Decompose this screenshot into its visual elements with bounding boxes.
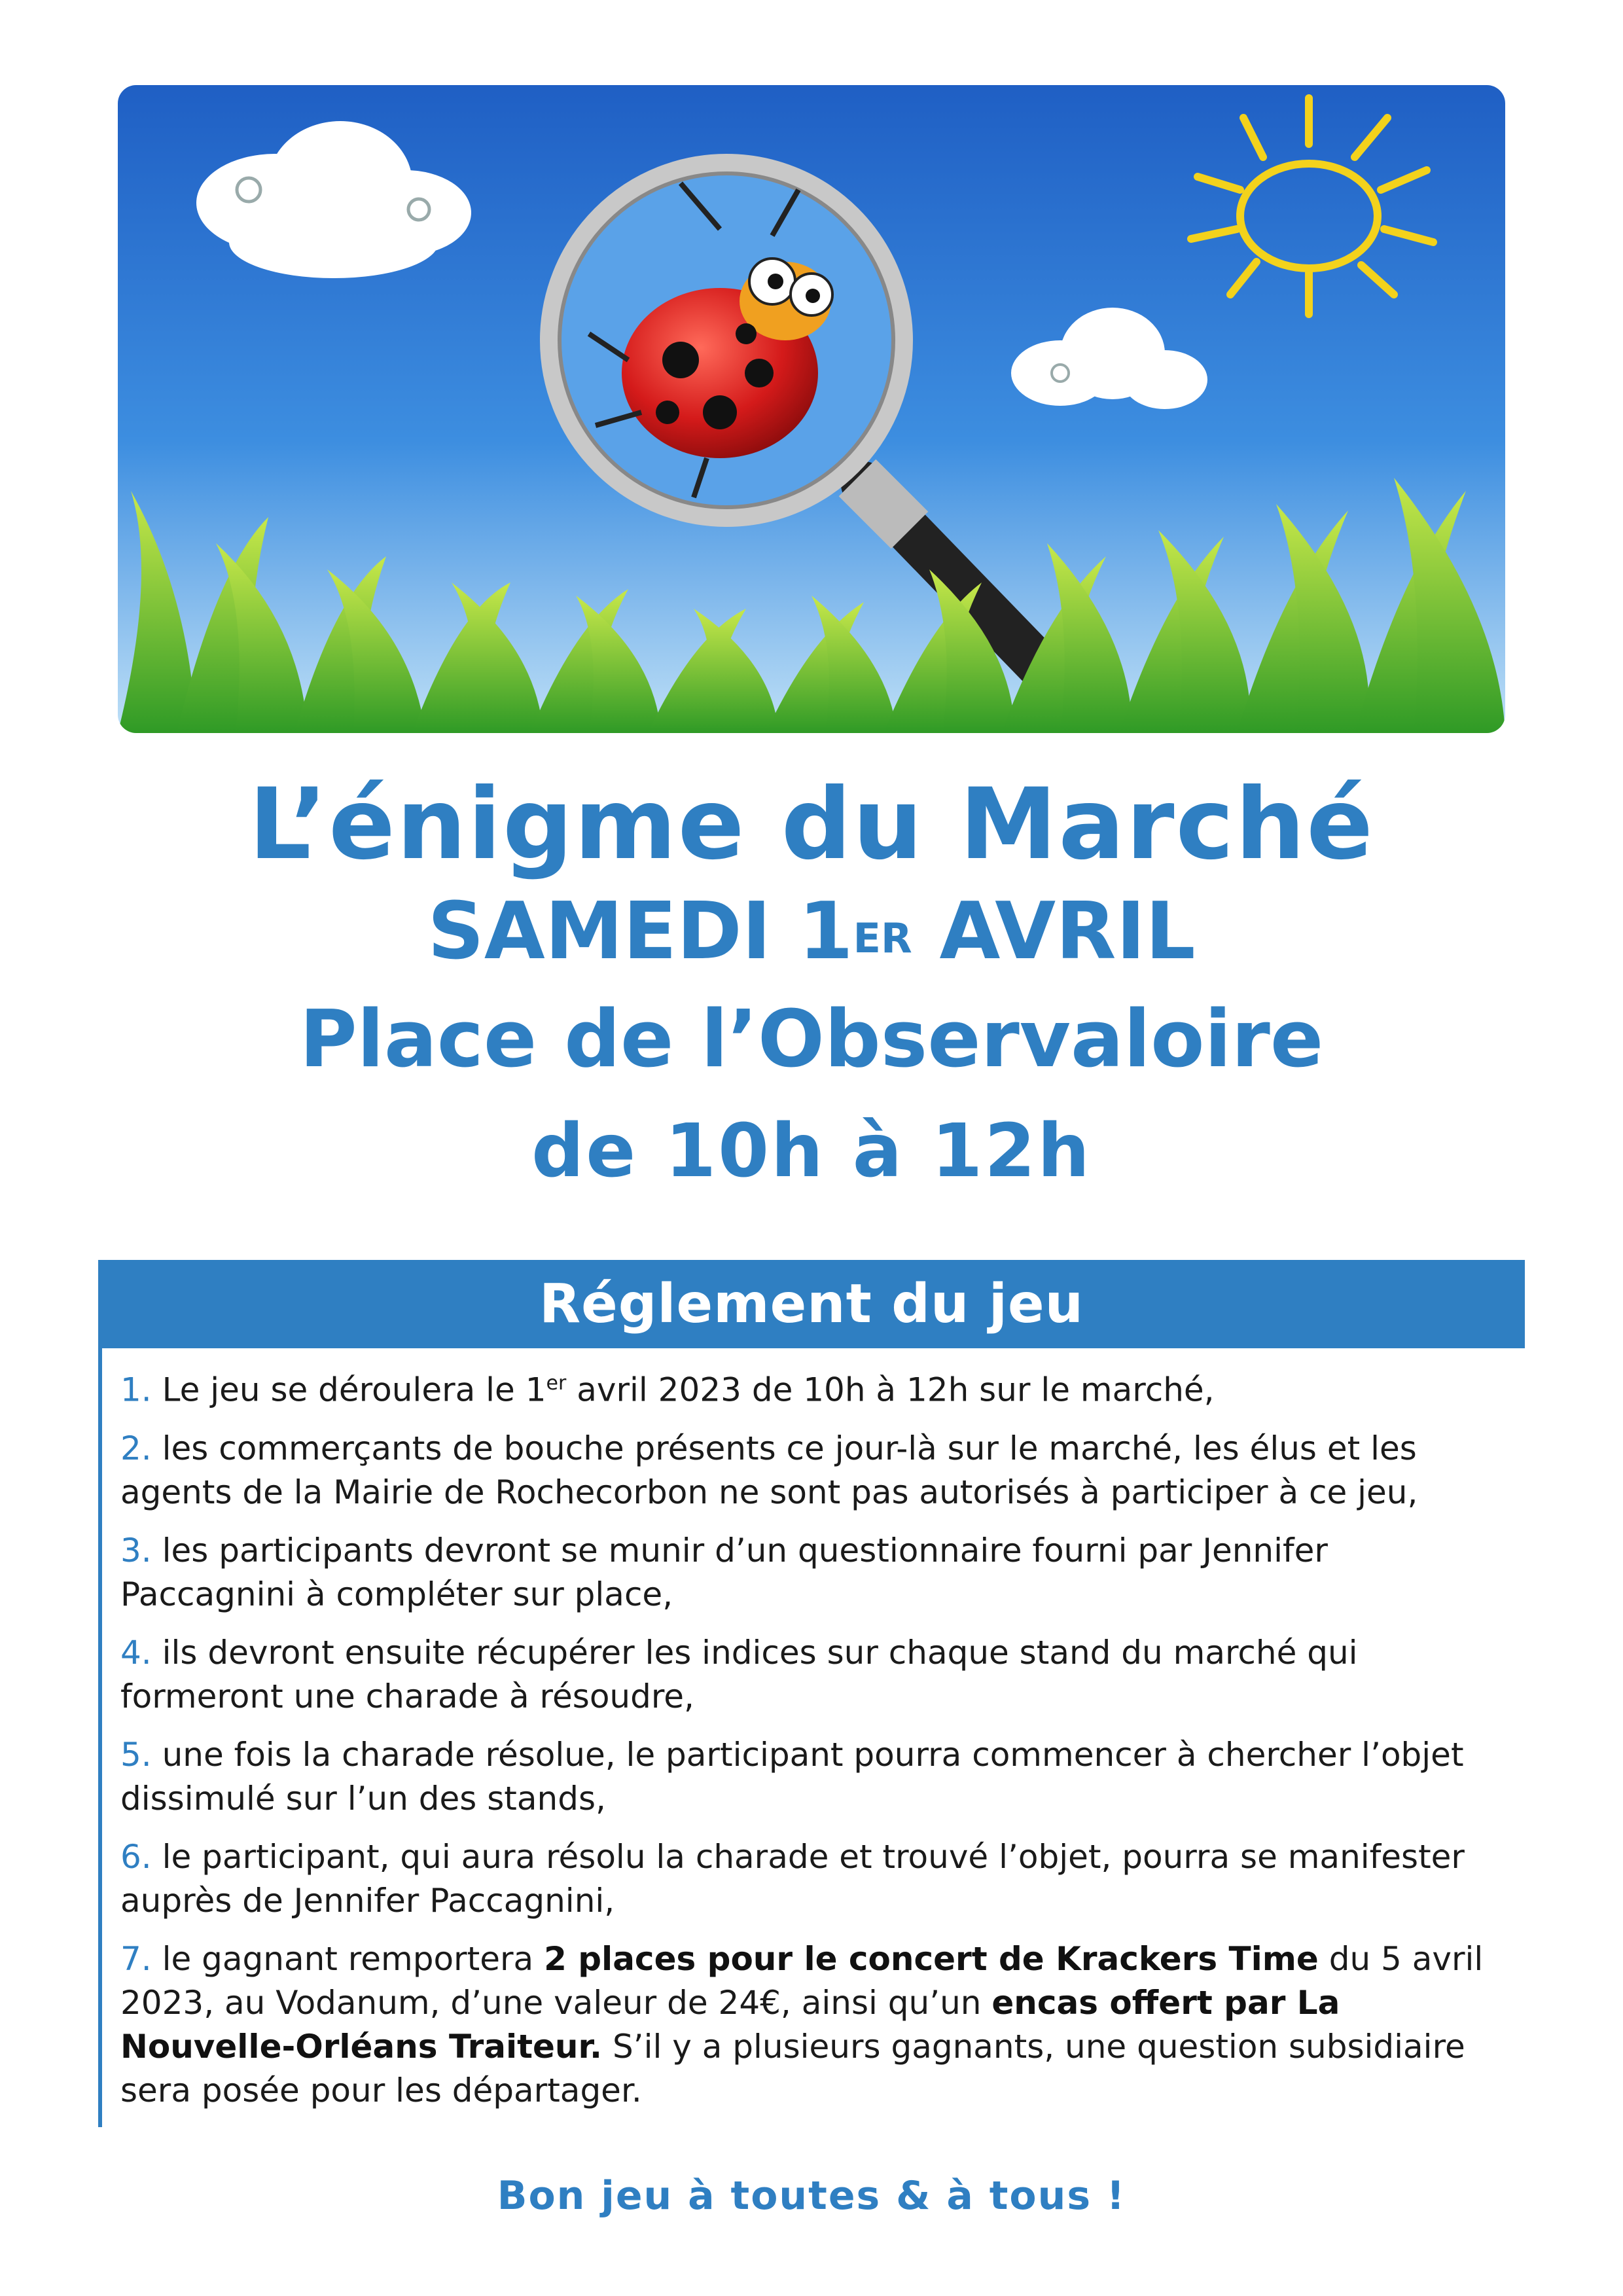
rule-number: 7. (120, 1939, 152, 1978)
rule-item (120, 1427, 1505, 1515)
date-month: AVRIL (912, 886, 1196, 977)
rules-list (98, 1348, 1525, 2127)
event-date (0, 880, 1623, 984)
rule-item (120, 1733, 1505, 1821)
rule-number: 5. (120, 1735, 152, 1774)
rule-item (120, 1631, 1505, 1719)
rule-text: ils devront ensuite récupérer les indices sur chaque stand du marché qui formeront une charade à résoudre, (120, 1633, 1358, 1715)
rule-number: 1. (120, 1371, 152, 1409)
rule-text: le participant, qui aura résolu la charade et trouvé l’objet, pourra se manifester auprès de Jennifer Paccagnini, (120, 1837, 1465, 1920)
rule-text: les commerçants de bouche présents ce jour-là sur le marché, les élus et les agents de la Mairie de Rochecorbon ne sont pas autorisés à participer à ce jeu, (120, 1429, 1418, 1511)
rule-text: une fois la charade résolue, le participant pourra commencer à chercher l’objet dissimulé sur l’un des stands, (120, 1735, 1464, 1818)
rule-item (120, 1529, 1505, 1617)
rule-text: du 5 avril 2023, au Vodanum, d’une valeur de 24€, ainsi qu’un (120, 1939, 1484, 2022)
rule-item (120, 1937, 1505, 2113)
event-location: Place de l’Observaloire (299, 994, 1324, 1085)
prize-highlight: 2 places pour le concert de Krackers Time (544, 1939, 1319, 1978)
sponsor-highlight: encas offert par La Nouvelle-Orléans Traiteur. (120, 1983, 1340, 2066)
rule-item (120, 1361, 1505, 1412)
rule-text: S’il y a plusieurs gagnants, une question subsidiaire sera posée pour les départager. (120, 2027, 1465, 2109)
date-day: SAMEDI 1 (427, 886, 853, 977)
rule-number: 2. (120, 1429, 152, 1467)
footer-message: Bon jeu à toutes & à tous ! (497, 2173, 1126, 2219)
rule-text: avril 2023 de 10h à 12h sur le marché, (566, 1371, 1215, 1409)
title-block (0, 766, 1623, 1207)
rules-heading: Réglement du jeu (98, 1260, 1525, 1348)
rule-text: le gagnant remportera (151, 1939, 544, 1978)
event-time: de 10h à 12h (531, 1109, 1092, 1194)
rule-ordinal: er (546, 1372, 567, 1395)
rule-number: 3. (120, 1531, 152, 1570)
rule-number: 4. (120, 1633, 152, 1672)
hero-illustration (118, 85, 1505, 733)
rule-text: Le jeu se déroulera le 1 (151, 1371, 546, 1409)
date-ordinal: ER (853, 914, 912, 962)
rule-item (120, 1835, 1505, 1923)
event-title: L’énigme du Marché (249, 768, 1374, 882)
rule-text: les participants devront se munir d’un questionnaire fourni par Jennifer Paccagnini à compléter sur place, (120, 1531, 1328, 1613)
rule-number: 6. (120, 1837, 152, 1876)
